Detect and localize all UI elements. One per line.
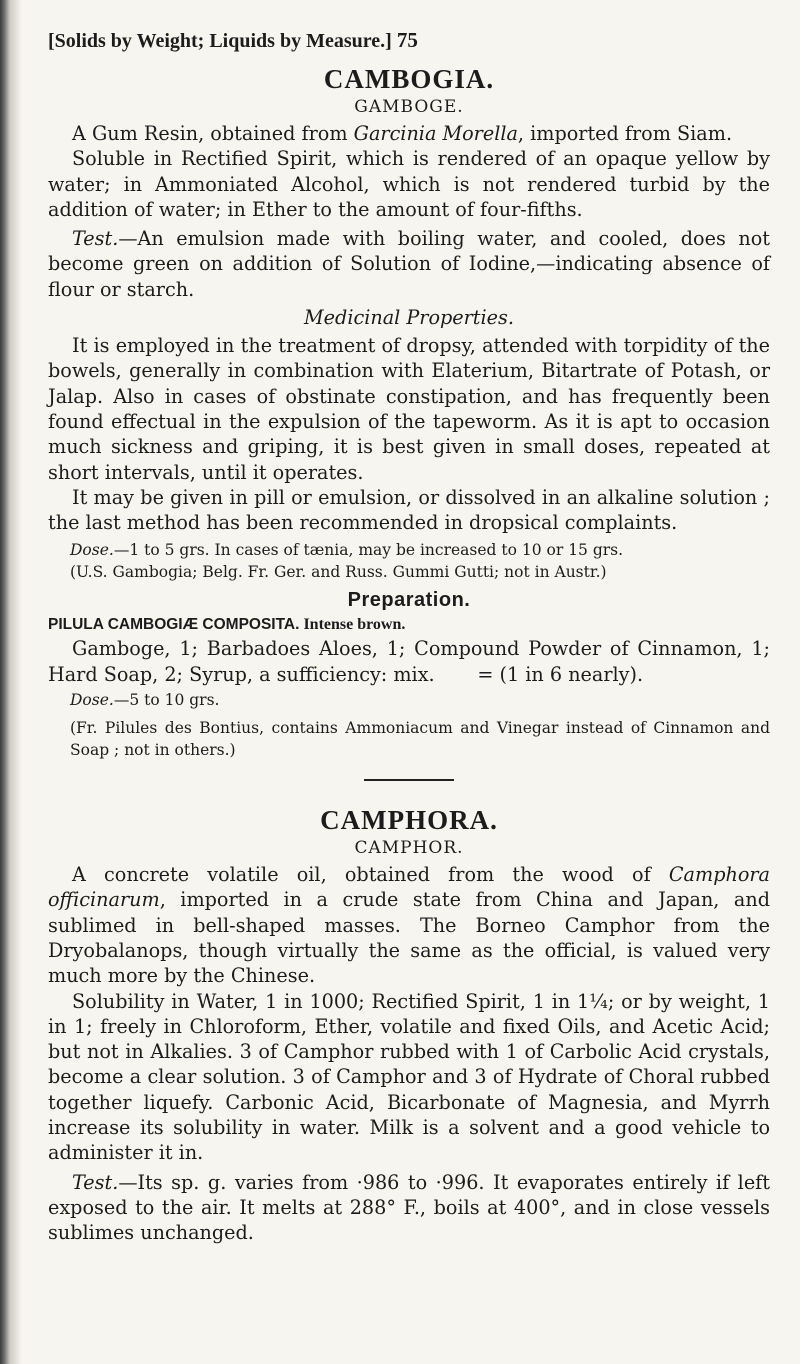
- camphora-test: [48, 1170, 770, 1246]
- running-title: [Solids by Weight; Liquids by Measure.]: [48, 30, 392, 52]
- test-text: —An emulsion made with boiling water, and cooled, does not become green on addition of Solution of Iodine,—indicating absence of flour or starch.: [48, 227, 770, 301]
- test-label: Test.: [72, 1170, 119, 1194]
- intro-text-end: , imported from Siam.: [517, 122, 733, 145]
- cambogia-intro: [48, 121, 770, 146]
- medicinal-paragraph-1: It is employed in the treatment of dropsy, attended with torpidity of the bowels, generally in combination with Elaterium, Bitartrate of Potash, or Jalap. Also in cases of obstinate constipation, and has frequently been found effectual in the expulsion of the tapeworm. As it is apt to occasion much sickness and griping, it is best given in small doses, repeated at short intervals, until it operates.: [48, 334, 770, 484]
- dose-text: —1 to 5 grs. In cases of tænia, may be increased to 10 or 15 grs.: [113, 541, 624, 560]
- dose-label: Dose.: [70, 541, 114, 560]
- page-number: 75: [396, 28, 418, 52]
- camphora-section: [48, 805, 770, 1245]
- test-label: Test.: [72, 227, 119, 251]
- cambogia-synonyms: (U.S. Gambogia; Belg. Fr. Ger. and Russ. Gummi Gutti; not in Austr.): [70, 563, 607, 582]
- preparation-heading: Preparation.: [347, 589, 471, 612]
- cambogia-section: [48, 64, 770, 761]
- section-divider: [364, 779, 454, 781]
- pilula-formula: [48, 636, 770, 687]
- pilula-name: PILULA CAMBOGIÆ COMPOSITA.: [48, 616, 300, 634]
- pilula-dose-label: Dose.: [70, 691, 114, 710]
- cambogia-title: CAMBOGIA.: [323, 64, 495, 94]
- camphora-solubility: Solubility in Water, 1 in 1000; Rectified Spirit, 1 in 1¼; or by weight, 1 in 1; freely in Chloroform, Ether, volatile and fixed Oils, and Acetic Acid; but not in Alkalies. 3 of Camphor rubbed with 1 of Carbolic Acid crystals, become a clear solution. 3 of Camphor and 3 of Hydrate of Choral rubbed together liquefy. Carbonic Acid, Bicarbonate of Magnesia, and Myrrh increase its solubility in water. Milk is a solvent and a good vehicle to administer it in.: [48, 989, 770, 1165]
- medicinal-heading: Medicinal Properties.: [304, 306, 514, 330]
- cambogia-test: [48, 226, 770, 302]
- pilula-dose: [48, 689, 770, 711]
- pilula-note: (Fr. Pilules des Bontius, contains Ammoniacum and Vinegar instead of Cinnamon and Soap ; not in others.): [70, 719, 770, 760]
- camphora-intro: [48, 862, 770, 988]
- cambogia-solubility: Soluble in Rectified Spirit, which is rendered of an opaque yellow by water; in Ammoniated Alcohol, which is not rendered turbid by the addition of water; in Ether to the amount of four-fifths.: [48, 147, 770, 221]
- test-text: —Its sp. g. varies from ·986 to ·996. It evaporates entirely if left exposed to the air. It melts at 288° F., boils at 400°, and in close vessels sublimes unchanged.: [48, 1170, 770, 1245]
- pilula-ratio: = (1 in 6 nearly).: [477, 662, 644, 686]
- pilula-formula-text: Gamboge, 1; Barbadoes Aloes, 1; Compound Powder of Cinnamon, 1; Hard Soap, 2; Syrup, a sufficiency: mix.: [48, 637, 770, 686]
- cambogia-dose: [48, 539, 770, 561]
- pilula-heading: [48, 616, 770, 634]
- book-spine-shadow: [0, 0, 22, 1364]
- intro-text-end: , imported in a crude state from China and Japan, and sublimed in bell-shaped masses. The Borneo Camphor from the Dryobalanops, though virtually the same as the official, is valued very much more by the Chinese.: [48, 888, 770, 988]
- pilula-dose-text: —5 to 10 grs.: [113, 691, 220, 710]
- camphora-title: CAMPHORA.: [320, 805, 498, 836]
- book-page: [48, 28, 770, 1246]
- species-name: Camphora officinarum: [48, 863, 770, 912]
- species-name: Garcinia Morella: [353, 122, 518, 145]
- camphora-english-name: CAMPHOR.: [354, 838, 464, 859]
- intro-text: A concrete volatile oil, obtained from the wood of: [72, 863, 669, 887]
- intro-text: A Gum Resin, obtained from: [72, 122, 354, 145]
- pilula-description: Intense brown.: [299, 616, 406, 634]
- cambogia-english-name: GAMBOGE.: [354, 97, 464, 117]
- running-header: [48, 28, 770, 58]
- medicinal-paragraph-2: It may be given in pill or emulsion, or dissolved in an alkaline solution ; the last method has been recommended in dropsical complaints.: [48, 485, 770, 535]
